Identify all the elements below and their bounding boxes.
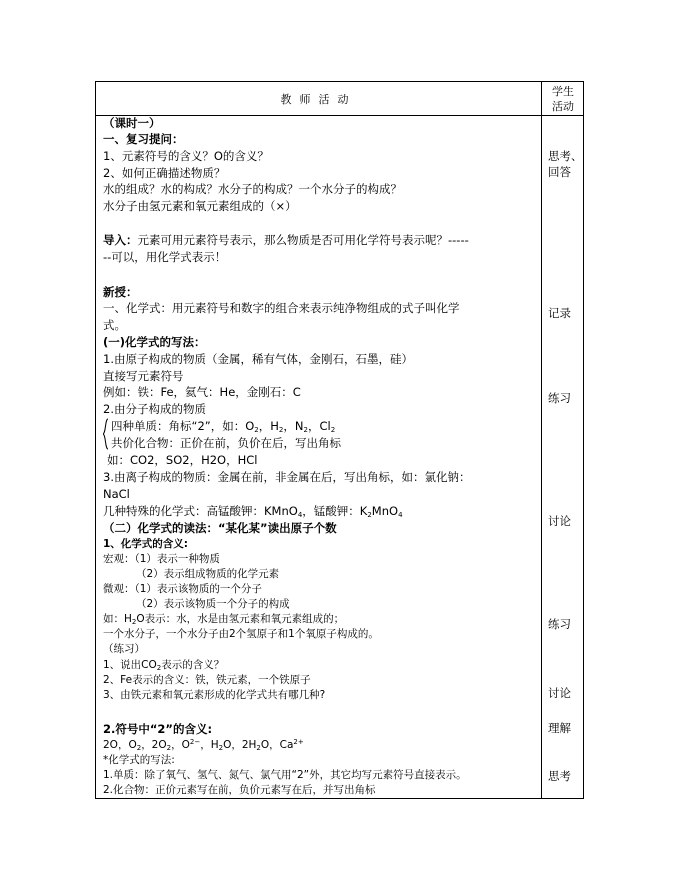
review-heading: 一、复习提问： xyxy=(103,132,184,146)
ionic-rule: 3.由离子构成的物质：金属在前，非金属在后，写出角标，如：氯化钠： xyxy=(103,470,471,484)
meaning-of-2-heading: 2.符号中“2”的含义: xyxy=(103,722,213,736)
student-activity-header-line1: 学生 xyxy=(552,84,574,98)
intro-line-2: --可以，用化学式表示！ xyxy=(103,250,227,264)
meaning-heading: 1、化学式的含义: xyxy=(103,538,189,550)
practice-label: （练习） xyxy=(103,643,145,655)
practice-1 xyxy=(103,658,224,672)
water-example xyxy=(103,612,344,626)
elemental-rule-cl: ，Cl xyxy=(307,419,331,433)
subscript: 2 xyxy=(254,426,259,434)
special-formulas-mno: MnO xyxy=(371,504,399,518)
macro-2: （2）表示组成物质的化学元素 xyxy=(136,568,280,580)
intro-label: 导入： xyxy=(103,233,138,247)
writing-note: *化学式的写法: xyxy=(103,754,175,766)
water-statement: 水分子由氢元素和氧元素组成的（×） xyxy=(103,199,297,213)
atom-example: 例如：铁：Fe，氦气：He，金刚石：C xyxy=(103,385,301,399)
subscript: 2 xyxy=(367,511,372,519)
ex-f: O，Ca xyxy=(260,739,294,751)
column-divider xyxy=(541,82,542,798)
micro-2: （2）表示该物质一个分子的构成 xyxy=(136,598,290,610)
teacher-activity-header: 教师活动 xyxy=(280,92,357,106)
student-record: 记录 xyxy=(548,306,571,320)
special-formulas xyxy=(103,504,403,518)
ionic-example: NaCl xyxy=(103,487,130,501)
ex-c: ，O xyxy=(171,739,190,751)
subscript: 2 xyxy=(256,744,261,752)
definition-line-2: 式。 xyxy=(103,318,126,332)
water-molecule: 一个水分子，一个水分子由2个氢原子和1个氧原子构成的。 xyxy=(103,628,379,640)
student-think: 思考 xyxy=(548,769,571,783)
subscript: 2 xyxy=(166,744,172,752)
practice-2: 2、Fe表示的含义：铁，铁元素，一个铁原子 xyxy=(103,674,311,686)
reading-heading: （二）化学式的读法：“某化某”读出原子个数 xyxy=(103,521,337,535)
elemental-rule-text: 四种单质：角标“2”，如：O xyxy=(111,419,255,433)
subscript: 2 xyxy=(156,664,162,672)
water-example-text: O表示：水，水是由氢元素和氧元素组成的； xyxy=(136,613,345,625)
covalent-rule: 共价化合物：正价在前，负价在后，写出角标 xyxy=(111,436,341,450)
student-discuss-2: 讨论 xyxy=(548,686,571,700)
subscript: 4 xyxy=(297,511,303,519)
brace-icon xyxy=(103,418,109,450)
question-1: 1、元素符号的含义？O的含义？ xyxy=(103,149,269,163)
intro-line xyxy=(103,233,469,247)
atom-rule: 直接写元素符号 xyxy=(103,369,184,383)
subscript: 2 xyxy=(303,426,308,434)
macro-1: 宏观：（1）表示一种物质 xyxy=(103,553,220,565)
water-example-h: 如：H xyxy=(103,613,132,625)
micro-1: 微观：（1）表示该物质的一个分子 xyxy=(103,583,262,595)
practice-1-text: 1、说出CO xyxy=(103,659,157,671)
subscript: 2 xyxy=(136,744,142,752)
writing-rule-1: 1.单质：除了氧气、氢气、氮气、氯气用“2”外，其它均写元素符号直接表示。 xyxy=(103,769,467,781)
student-think-answer: 思考、 xyxy=(548,149,583,163)
elemental-rule xyxy=(111,419,335,433)
molecule-substances: 2.由分子构成的物质 xyxy=(103,402,206,416)
covalent-example: 如：CO2，SO2，H2O，HCl xyxy=(107,453,258,467)
atom-substances: 1.由原子构成的物质（金属，稀有气体，金刚石，石墨，硅） xyxy=(103,352,413,366)
meaning-of-2-examples xyxy=(103,738,304,752)
subscript: 2 xyxy=(278,426,284,434)
student-practice-1: 练习 xyxy=(548,391,571,405)
ex-b: ，2O xyxy=(141,739,167,751)
student-discuss-1: 讨论 xyxy=(548,514,571,528)
superscript: 2+ xyxy=(293,738,304,746)
ex-d: ，H xyxy=(200,739,219,751)
writing-heading: (一)化学式的写法： xyxy=(103,335,206,349)
writing-rule-2: 2.化合物：正价元素写在前，负价元素写在后，并写出角标 xyxy=(103,784,376,796)
special-formulas-k: ，锰酸钾：K xyxy=(302,504,368,518)
ex-a: 2O，O xyxy=(103,739,137,751)
practice-3: 3、由铁元素和氧元素形成的化学式共有哪几种? xyxy=(103,689,326,701)
elemental-rule-n: ，N xyxy=(283,419,304,433)
superscript: 2− xyxy=(189,738,201,746)
lesson-table xyxy=(95,81,584,799)
subscript: 2 xyxy=(330,426,336,434)
definition-line: 一、化学式：用元素符号和数字的组合来表示纯净物组成的式子叫化学 xyxy=(103,301,460,315)
elemental-rule-h: ，H xyxy=(258,419,279,433)
student-answer: 回答 xyxy=(548,165,571,179)
student-understand: 理解 xyxy=(548,721,571,735)
special-formulas-text: 几种特殊的化学式：高锰酸钾：KMnO xyxy=(103,504,298,518)
lesson-label: （课时一） xyxy=(103,116,161,130)
new-lesson-heading: 新授： xyxy=(103,285,138,299)
header-divider xyxy=(96,115,583,116)
question-2: 2、如何正确描述物质？ xyxy=(103,166,226,180)
question-water: 水的组成？水的构成？水分子的构成？一个水分子的构成？ xyxy=(103,182,402,196)
student-activity-header-line2: 活动 xyxy=(552,99,574,113)
subscript: 2 xyxy=(131,618,137,626)
subscript: 2 xyxy=(218,744,224,752)
practice-1-rest: 表示的含义？ xyxy=(161,659,225,671)
student-activity-header xyxy=(542,82,584,115)
intro-text: 元素可用元素符号表示，那么物质是否可用化学符号表示呢？----- xyxy=(137,233,469,247)
student-practice-2: 练习 xyxy=(548,617,571,631)
subscript: 4 xyxy=(398,511,403,519)
ex-e: O，2H xyxy=(223,739,257,751)
